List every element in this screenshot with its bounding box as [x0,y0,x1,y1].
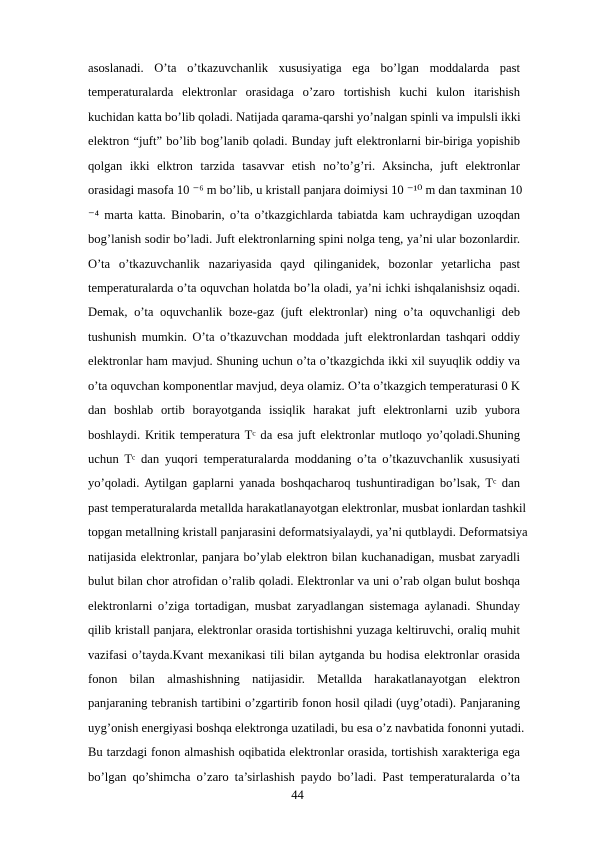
text-line: topgan metallning kristall panjarasini deformatsiyalaydi, ya’ni qutblaydi. Deformatsiya [88,525,528,540]
text-line: kuchidan katta bo’lib qoladi. Natijada qarama-qarshi yo’nalgan spinli va impulsli ikki [88,109,521,124]
text-line: dan boshlab ortib borayotganda issiqlik harakat juft elektronlarni uzib yubora [88,403,520,418]
text-line: vazifasi o’tayda.Kvant mexanikasi tili bilan aytganda bu hodisa elektronlar orasida [88,647,520,662]
text-line: O’ta o’tkazuvchanlik nazariyasida qayd qilinganidek, bozonlar yetarlicha past [88,256,520,271]
text-line: orasidagi masofa 10 ⁻⁶ m bo’lib, u kristall panjara doimiysi 10 ⁻¹⁰ m dan taxminan 10 [88,183,523,198]
page-number: 44 [291,788,304,802]
text-line: temperaturalarda o’ta oquvchan holatda bo’la oladi, ya’ni ichki ishqalanishsiz oqadi. [88,280,520,295]
text-line: uchun Tᶜ dan yuqori temperaturalarda moddaning o’ta o’tkazuvchanlik xususiyati [88,452,520,466]
text-line: ⁻⁴ marta katta. Binobarin, o’ta o’tkazgichlarda tabiatda kam uchraydigan uzoqdan [88,207,520,222]
text-line: Demak, o’ta oquvchanlik boze-gaz (juft elektronlar) ning o’ta oquvchanligi deb [88,305,520,320]
text-line: natijasida elektronlar, panjara bo’ylab elektron bilan kuchanadigan, musbat zaryadli [88,549,520,564]
body-text [88,56,528,789]
text-line: Bu tarzdagi fonon almashish oqibatida elektronlar orasida, tortishish xarakteriga ega [88,745,520,760]
text-line: o’ta oquvchan komponentlar mavjud, deya olamiz. O’ta o’tkazgich temperaturasi 0 K [88,378,520,393]
text-line: qilib kristall panjara, elektronlar orasida tortishishni yuzaga keltiruvchi, oraliq muhit [88,623,520,638]
text-line: tushunish mumkin. O’ta o’tkazuvchan moddada juft elektronlardan tashqari oddiy [88,329,520,344]
text-line: fonon bilan almashishning natijasidir. Metallda harakatlanayotgan elektron [88,671,520,686]
text-line: boshlaydi. Kritik temperatura Tᶜ da esa juft elektronlar mutloqo yo’qoladi.Shuning [88,427,520,442]
text-line: elektron “juft” bo’lib bog’lanib qoladi. Bunday juft elektronlarni bir-biriga yopishib [88,134,520,149]
text-line: uyg’onish energiyasi boshqa elektronga uzatiladi, bu esa o’z navbatida fononni yutadi. [88,720,525,735]
text-line: elektronlar ham mavjud. Shuning uchun o’ta o’tkazgichda ikki xil suyuqlik oddiy va [88,354,520,369]
text-line: yo’qoladi. Aytilgan gaplarni yanada boshqacharoq tushuntiradigan bo’lsak, Tᶜ dan [88,476,520,491]
text-line: bog’lanish sodir bo’ladi. Juft elektronlarning spini nolga teng, ya’ni ular bozonlardir. [88,232,520,247]
text-line: bulut bilan chor atrofidan o’ralib qoladi. Elektronlar va uni o’rab olgan bulut boshqa [88,574,520,589]
text-line: panjaraning tebranish tartibini o’zgartirib fonon hosil qiladi (uyg’otadi). Panjaraning [88,696,520,711]
text-line: asoslanadi. O’ta o’tkazuvchanlik xususiyatiga ega bo’lgan moddalarda past [88,61,520,75]
text-line: elektronlarni o’ziga tortadigan, musbat zaryadlangan sistemaga aylanadi. Shunday [88,598,520,613]
text-line: temperaturalarda elektronlar orasidaga o’zaro tortishish kuchi kulon itarishish [88,85,520,100]
text-line: past temperaturalarda metallda harakatlanayotgan elektronlar, musbat ionlardan tashkil [88,500,527,515]
text-line: qolgan ikki elktron tarzida tasavvar etish no’to’g’ri. Aksincha, juft elektronlar [88,158,520,173]
text-line: bo’lgan qo’shimcha o’zaro ta’sirlashish paydo bo’ladi. Past temperaturalarda o’ta [88,769,520,784]
